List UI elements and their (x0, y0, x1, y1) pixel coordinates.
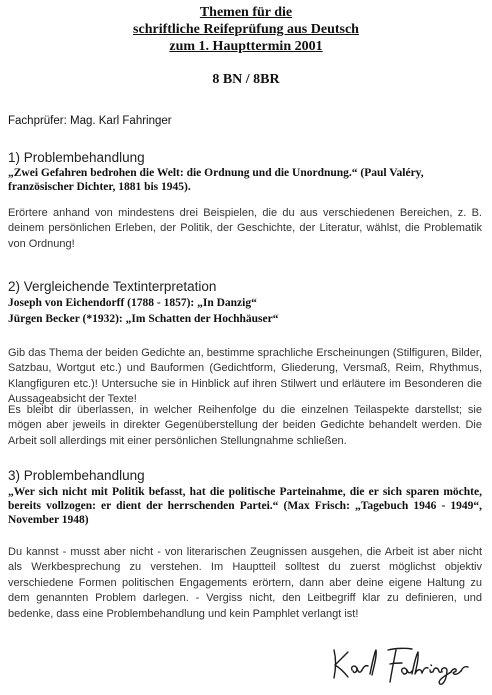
section-2-heading: 2) Vergleichende Textinterpretation (8, 279, 217, 294)
title-line-2: schriftliche Reifeprüfung aus Deutsch (133, 22, 359, 37)
title-line-3: zum 1. Haupttermin 2001 (169, 39, 323, 54)
examiner-line: Fachprüfer: Mag. Karl Fahringer (8, 115, 172, 127)
handwritten-signature (326, 644, 486, 686)
section-3-quote: „Wer sich nicht mit Politik befasst, hat die politische Parteinahme, die er sich sparen möchte, bereits vollzogen: er dient der herrschenden Partei.“ (Max Frisch: „Tagebuch 1946 - 1949“, November 1948) (8, 486, 482, 526)
section-2-poem-2: Jürgen Becker (*1932): „Im Schatten der Hochhäuser“ (8, 313, 279, 325)
title-line-1: Themen für die (199, 5, 293, 20)
section-1-body: Erörtere anhand von mindestens drei Beispielen, die du aus verschiedenen Bereichen, z. B. deinem persönlichen Erleben, der Politik, der Geschichte, der Literatur, wählst, die Problematik von Ordnung! (8, 207, 482, 250)
section-2-body-2: Es bleibt dir überlassen, in welcher Reihenfolge du die einzelnen Teilaspekte darstellst; sie mögen aber jeweils in direkter Gegenüberstellung der beiden Gedichte behandelt werden. Die Arbeit soll allerdings mit einer persönlichen Stellungnahme schließen. (8, 404, 482, 447)
section-2-body: Gib das Thema der beiden Gedichte an, bestimme sprachliche Erscheinungen (Stilfiguren, Bilder, Satzbau, Wortgut etc.) und Bauformen (Gedichtform, Gliederung, Versmaß, Reim, Rhythmus, Klangfiguren etc.)! Untersuche sie in Hinblick auf ihren Stilwert und erläutere im Besonderen die Aussageabsicht der Texte! (8, 347, 482, 406)
section-3-body: Du kannst - musst aber nicht - von literarischen Zeugnissen ausgehen, die Arbeit ist aber nicht als Werkbesprechung zu verstehen. Im Hauptteil solltest du zuerst möglichst objektiv verschiedene Formen politischen Engagements erörtern, dann aber deine eigene Haltung zu dem genannten Problem darlegen. - Vergiss nicht, den Leitbegriff klar zu definieren, und bedenke, dass eine Problembehandlung und kein Pamphlet verlangt ist! (8, 546, 482, 620)
section-1-quote: „Zwei Gefahren bedrohen die Welt: die Ordnung und die Unordnung.“ (Paul Valéry, französischer Dichter, 1881 bis 1945). (8, 167, 424, 193)
section-1-heading: 1) Problembehandlung (8, 150, 145, 165)
class-designation: 8 BN / 8BR (212, 72, 280, 87)
section-2-poem-1: Joseph von Eichendorff (1788 - 1857): „In Danzig“ (8, 297, 257, 309)
section-3-heading: 3) Problembehandlung (8, 468, 145, 483)
